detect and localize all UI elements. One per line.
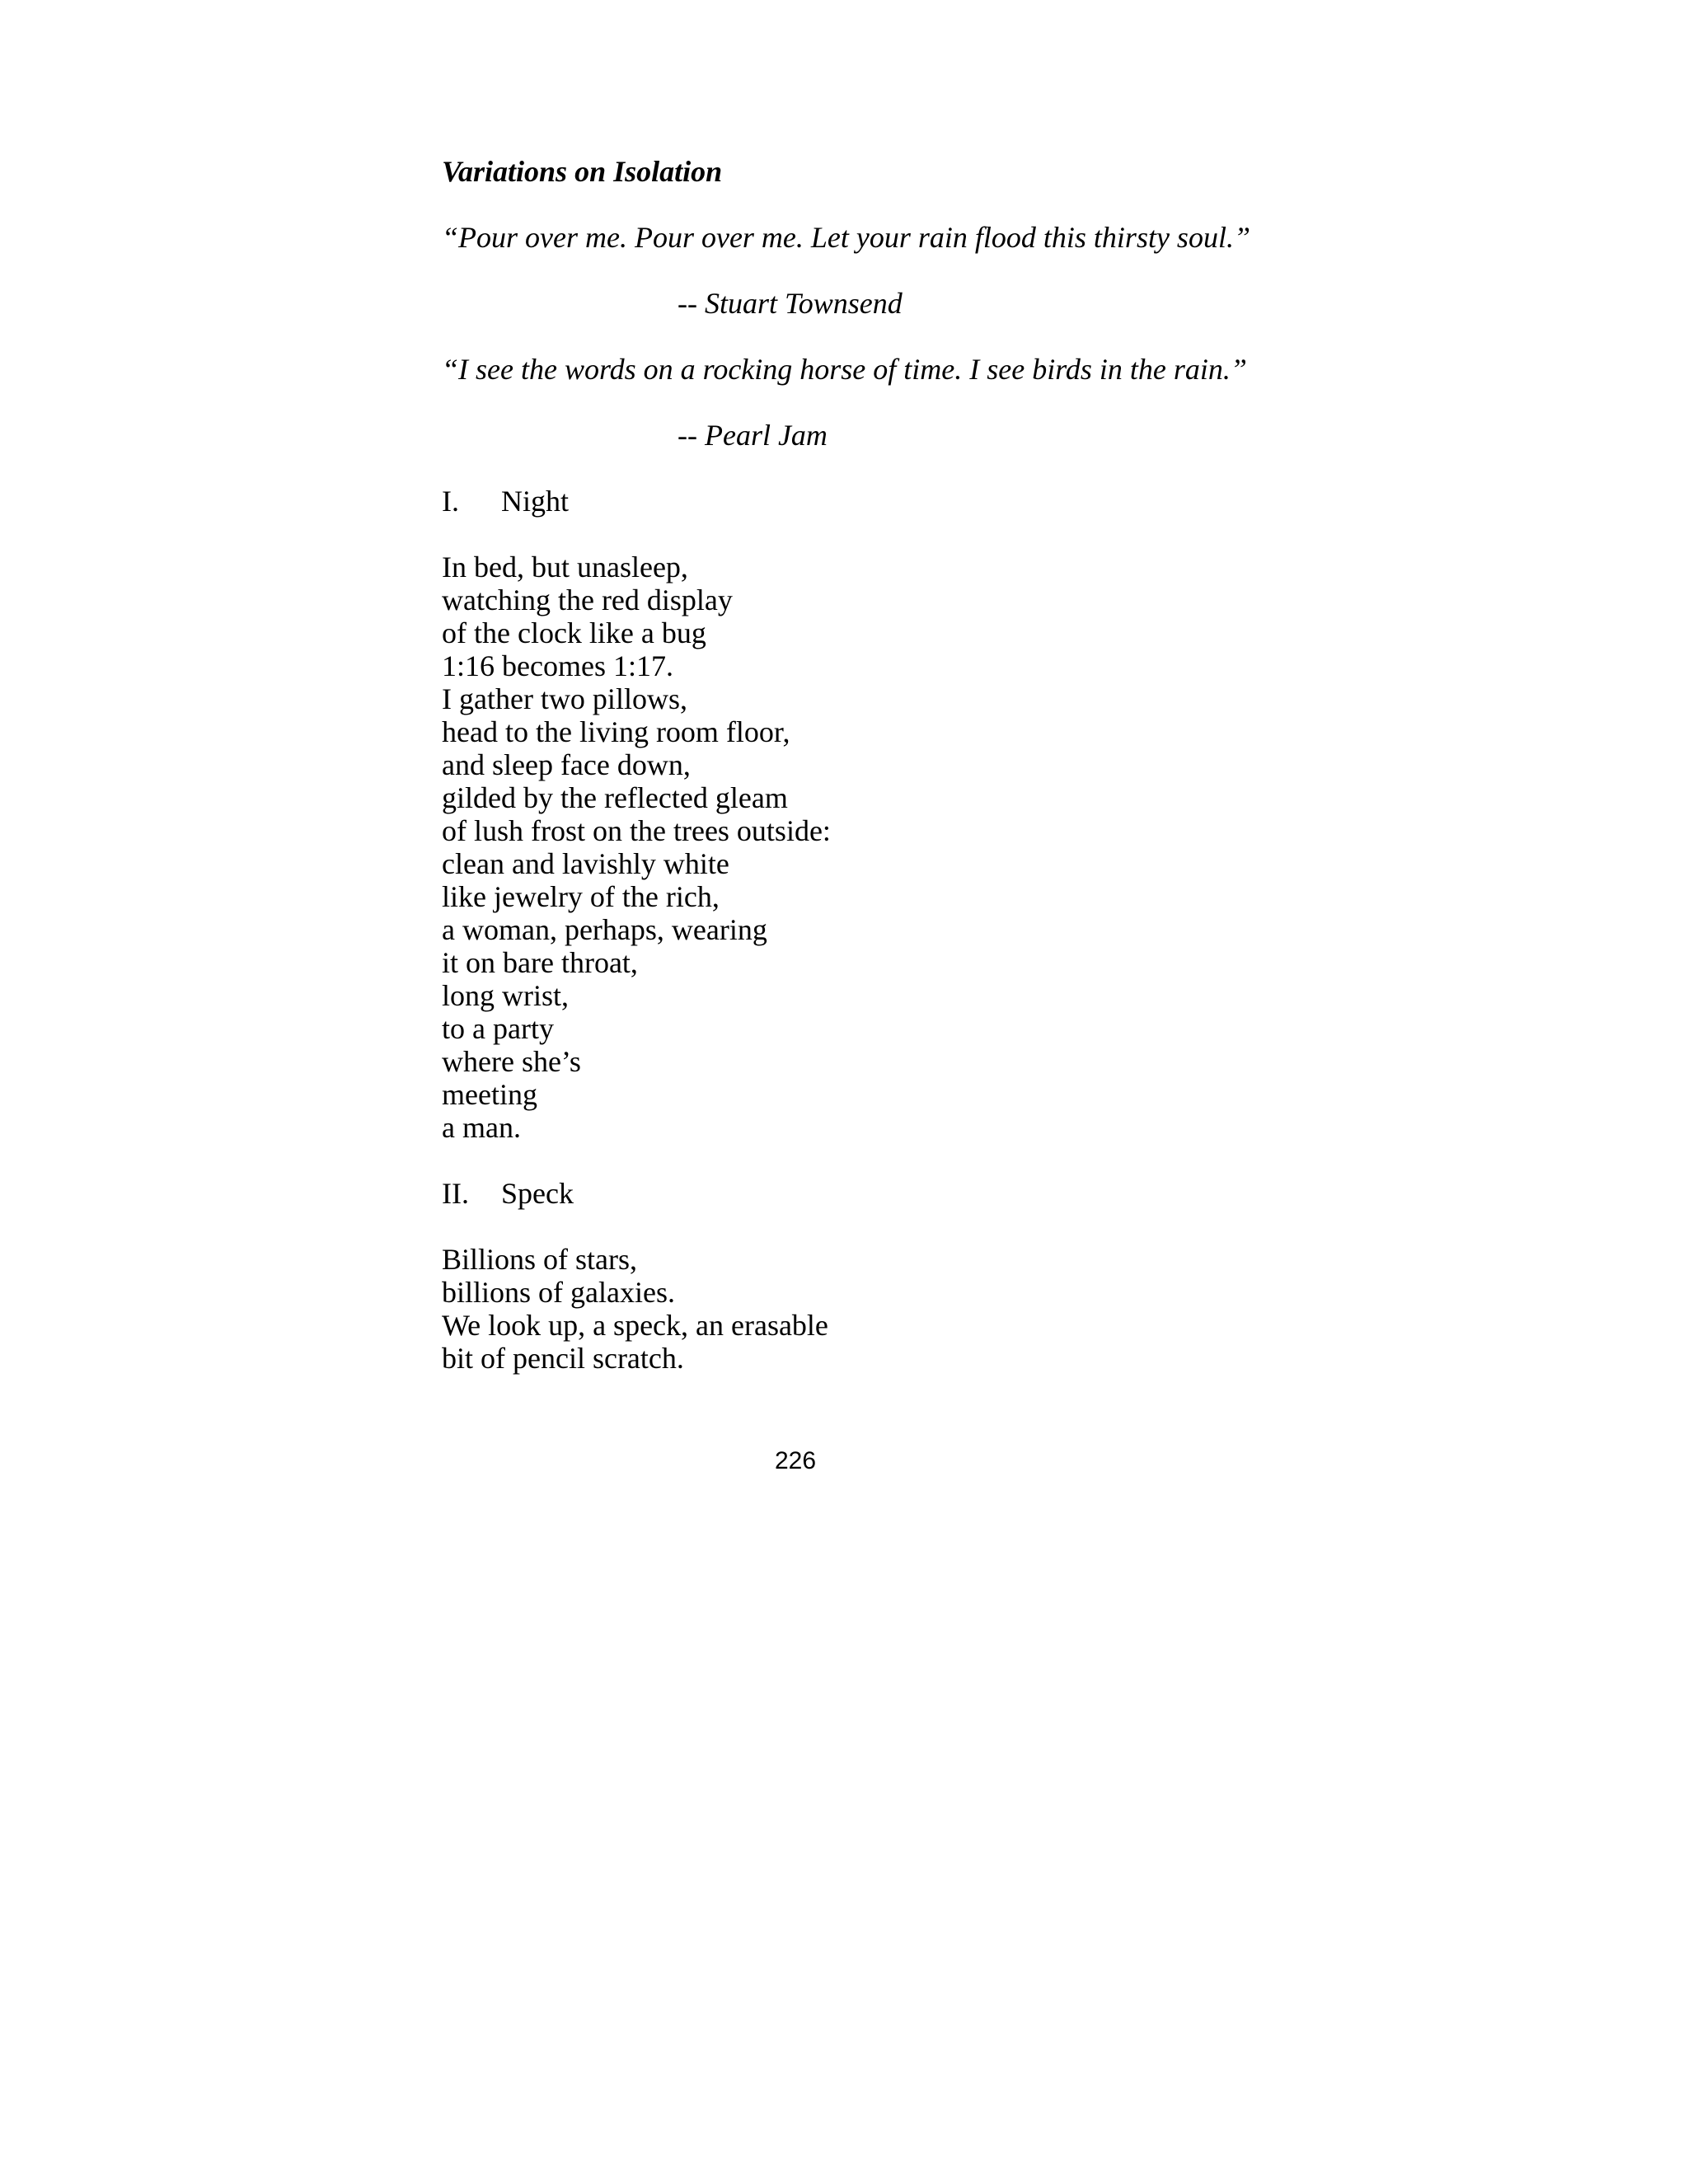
poem-line: head to the living room floor, [442,715,790,748]
section-number: II. [442,1177,469,1210]
poem-line: it on bare throat, [442,946,638,979]
page-number: 226 [774,1447,817,1474]
poem-line: We look up, a speck, an erasable [442,1309,828,1342]
poem-line: like jewelry of the rich, [442,880,720,913]
poem-line: a man. [442,1111,521,1144]
poem-line: of lush frost on the trees outside: [442,814,831,847]
poem-line: of the clock like a bug [442,616,706,649]
stanza-night [442,551,1348,1144]
epigraph-quote-1: “Pour over me. Pour over me. Let your rain flood this thirsty soul.” [442,221,1250,254]
poem-title: Variations on Isolation [442,155,723,188]
section-heading-night [442,485,1348,518]
poem-line: meeting [442,1078,537,1111]
poem-line: a woman, perhaps, wearing [442,913,767,946]
poem-line: billions of galaxies. [442,1276,675,1309]
poem-line: bit of pencil scratch. [442,1342,684,1375]
poem-line: 1:16 becomes 1:17. [442,649,673,682]
section-heading-speck [442,1177,1348,1210]
poem-line: to a party [442,1012,554,1045]
poem-body [442,155,1348,1375]
poem-line: long wrist, [442,979,570,1012]
epigraph-quote-2: “I see the words on a rocking horse of time. I see birds in the rain.” [442,353,1247,386]
stanza-speck [442,1243,1348,1375]
poem-line: clean and lavishly white [442,847,729,880]
poem-line: In bed, but unasleep, [442,551,688,583]
poem-line: and sleep face down, [442,748,691,781]
section-title: Speck [501,1177,574,1210]
poem-line: watching the red display [442,583,733,616]
poem-line: I gather two pillows, [442,682,687,715]
section-title: Night [501,485,570,518]
poem-line: where she’s [442,1045,581,1078]
poem-line: Billions of stars, [442,1243,638,1276]
epigraph-attribution-1: -- Stuart Townsend [678,287,903,320]
poem-line: gilded by the reflected gleam [442,781,788,814]
section-number: I. [442,485,459,518]
epigraph-attribution-2: -- Pearl Jam [678,419,828,452]
